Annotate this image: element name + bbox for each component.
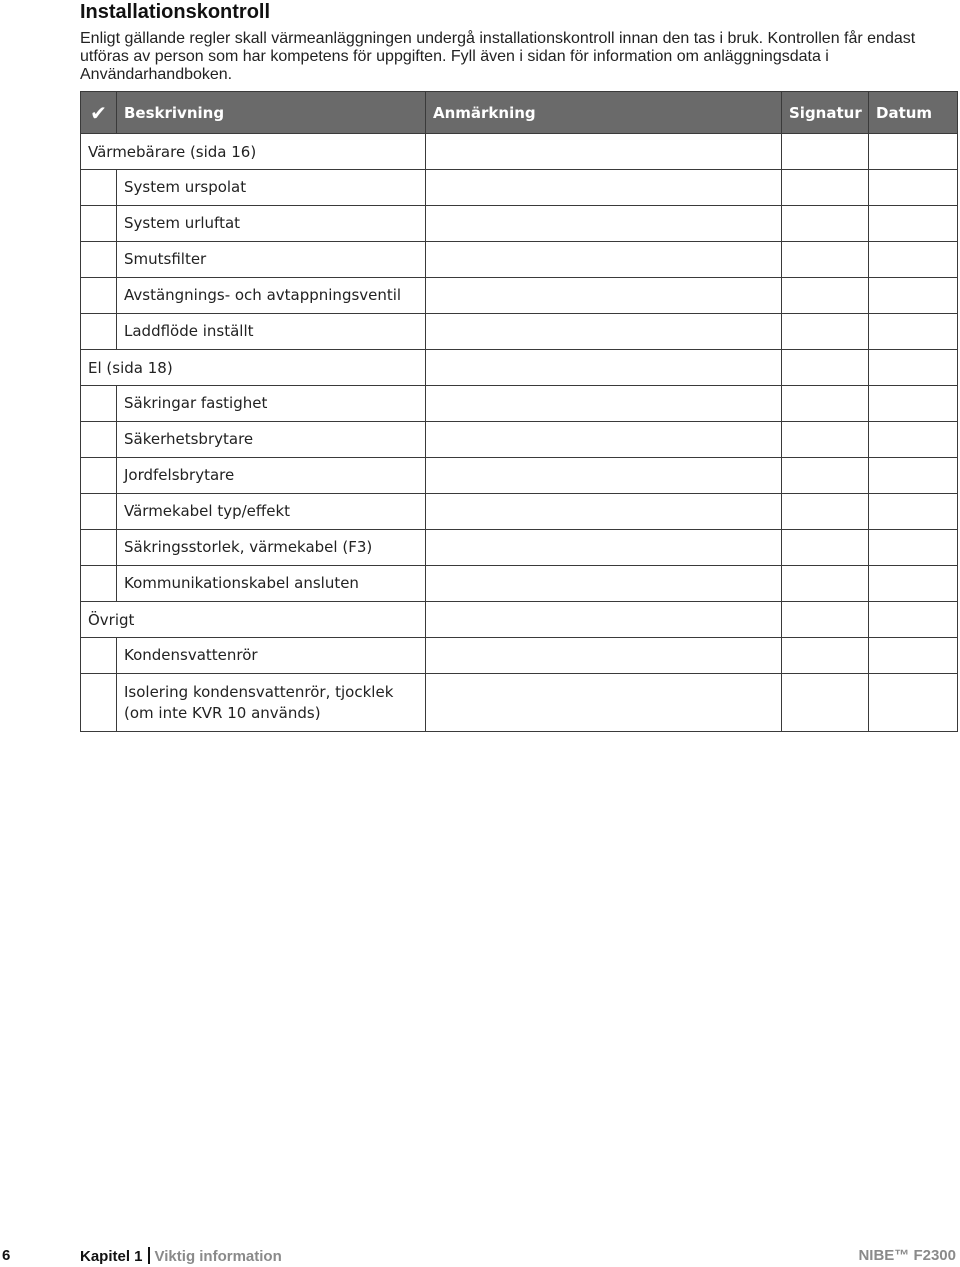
- date-cell[interactable]: [869, 278, 958, 314]
- section-label: Övrigt: [81, 602, 426, 638]
- table-row: [81, 242, 958, 278]
- table-row: [81, 314, 958, 350]
- check-cell[interactable]: [81, 206, 117, 242]
- signature-cell[interactable]: [782, 206, 869, 242]
- item-description: Smutsfilter: [117, 242, 426, 278]
- checkmark-icon: ✔: [81, 92, 117, 134]
- check-cell[interactable]: [81, 530, 117, 566]
- item-description: Jordfelsbrytare: [117, 458, 426, 494]
- signature-cell[interactable]: [782, 278, 869, 314]
- header-description: Beskrivning: [117, 92, 426, 134]
- table-row: [81, 458, 958, 494]
- check-cell[interactable]: [81, 170, 117, 206]
- date-cell[interactable]: [869, 206, 958, 242]
- page-footer: [0, 1243, 960, 1267]
- remark-cell[interactable]: [426, 602, 782, 638]
- signature-cell[interactable]: [782, 494, 869, 530]
- date-cell[interactable]: [869, 170, 958, 206]
- section-row: [81, 602, 958, 638]
- item-description: Säkerhetsbrytare: [117, 422, 426, 458]
- signature-cell[interactable]: [782, 386, 869, 422]
- date-cell[interactable]: [869, 422, 958, 458]
- remark-cell[interactable]: [426, 314, 782, 350]
- chapter-title: Viktig information: [154, 1248, 282, 1265]
- date-cell[interactable]: [869, 350, 958, 386]
- item-description: Säkringar fastighet: [117, 386, 426, 422]
- date-cell[interactable]: [869, 386, 958, 422]
- remark-cell[interactable]: [426, 530, 782, 566]
- check-cell[interactable]: [81, 494, 117, 530]
- remark-cell[interactable]: [426, 206, 782, 242]
- product-brand: NIBE™ F2300: [858, 1247, 956, 1264]
- header-signature: Signatur: [782, 92, 869, 134]
- check-cell[interactable]: [81, 386, 117, 422]
- check-cell[interactable]: [81, 242, 117, 278]
- check-cell[interactable]: [81, 314, 117, 350]
- table-row: [81, 422, 958, 458]
- check-cell[interactable]: [81, 674, 117, 732]
- table-row: [81, 530, 958, 566]
- table-row: [81, 170, 958, 206]
- date-cell[interactable]: [869, 638, 958, 674]
- item-description: Säkringsstorlek, värmekabel (F3): [117, 530, 426, 566]
- remark-cell[interactable]: [426, 638, 782, 674]
- remark-cell[interactable]: [426, 422, 782, 458]
- date-cell[interactable]: [869, 566, 958, 602]
- page-number: 6: [2, 1247, 11, 1264]
- remark-cell[interactable]: [426, 458, 782, 494]
- remark-cell[interactable]: [426, 170, 782, 206]
- signature-cell[interactable]: [782, 638, 869, 674]
- signature-cell[interactable]: [782, 530, 869, 566]
- date-cell[interactable]: [869, 314, 958, 350]
- signature-cell[interactable]: [782, 314, 869, 350]
- signature-cell[interactable]: [782, 566, 869, 602]
- signature-cell[interactable]: [782, 458, 869, 494]
- table-row: [81, 494, 958, 530]
- checklist-body: [81, 134, 958, 732]
- date-cell[interactable]: [869, 674, 958, 732]
- remark-cell[interactable]: [426, 566, 782, 602]
- header-date: Datum: [869, 92, 958, 134]
- signature-cell[interactable]: [782, 674, 869, 732]
- date-cell[interactable]: [869, 602, 958, 638]
- signature-cell[interactable]: [782, 422, 869, 458]
- date-cell[interactable]: [869, 458, 958, 494]
- signature-cell[interactable]: [782, 602, 869, 638]
- remark-cell[interactable]: [426, 494, 782, 530]
- remark-cell[interactable]: [426, 350, 782, 386]
- intro-paragraph: Enligt gällande regler skall värmeanläggningen undergå installationskontroll innan den tas i bruk. Kontrollen får endast utföras av person som har kompetens för uppgiften. Fyll även i sidan för information om anläggningsdata i Användarhandboken.: [80, 30, 916, 83]
- chapter-reference: [80, 1247, 282, 1265]
- remark-cell[interactable]: [426, 386, 782, 422]
- installation-checklist-table: [80, 91, 958, 732]
- date-cell[interactable]: [869, 242, 958, 278]
- chapter-label: Kapitel 1: [80, 1248, 143, 1265]
- check-cell[interactable]: [81, 458, 117, 494]
- remark-cell[interactable]: [426, 242, 782, 278]
- table-row: [81, 206, 958, 242]
- date-cell[interactable]: [869, 530, 958, 566]
- table-row: [81, 638, 958, 674]
- section-row: [81, 350, 958, 386]
- check-cell[interactable]: [81, 422, 117, 458]
- item-description: Avstängnings- och avtappningsventil: [117, 278, 426, 314]
- table-row: [81, 674, 958, 732]
- remark-cell[interactable]: [426, 674, 782, 732]
- header-remark: Anmärkning: [426, 92, 782, 134]
- signature-cell[interactable]: [782, 134, 869, 170]
- signature-cell[interactable]: [782, 242, 869, 278]
- remark-cell[interactable]: [426, 134, 782, 170]
- section-label: Värmebärare (sida 16): [81, 134, 426, 170]
- table-row: [81, 386, 958, 422]
- item-description: System urluftat: [117, 206, 426, 242]
- signature-cell[interactable]: [782, 350, 869, 386]
- item-description: Isolering kondensvattenrör, tjocklek (om inte KVR 10 används): [117, 674, 426, 732]
- date-cell[interactable]: [869, 134, 958, 170]
- signature-cell[interactable]: [782, 170, 869, 206]
- table-header-row: [81, 92, 958, 134]
- chapter-divider: [148, 1247, 150, 1264]
- section-row: [81, 134, 958, 170]
- check-cell[interactable]: [81, 278, 117, 314]
- item-description: Laddflöde inställt: [117, 314, 426, 350]
- check-cell[interactable]: [81, 638, 117, 674]
- check-cell[interactable]: [81, 566, 117, 602]
- item-description: Kommunikationskabel ansluten: [117, 566, 426, 602]
- table-row: [81, 278, 958, 314]
- item-description: System urspolat: [117, 170, 426, 206]
- section-label: El (sida 18): [81, 350, 426, 386]
- item-description: Värmekabel typ/effekt: [117, 494, 426, 530]
- date-cell[interactable]: [869, 494, 958, 530]
- page-title: Installationskontroll: [80, 1, 271, 23]
- remark-cell[interactable]: [426, 278, 782, 314]
- table-row: [81, 566, 958, 602]
- item-description: Kondensvattenrör: [117, 638, 426, 674]
